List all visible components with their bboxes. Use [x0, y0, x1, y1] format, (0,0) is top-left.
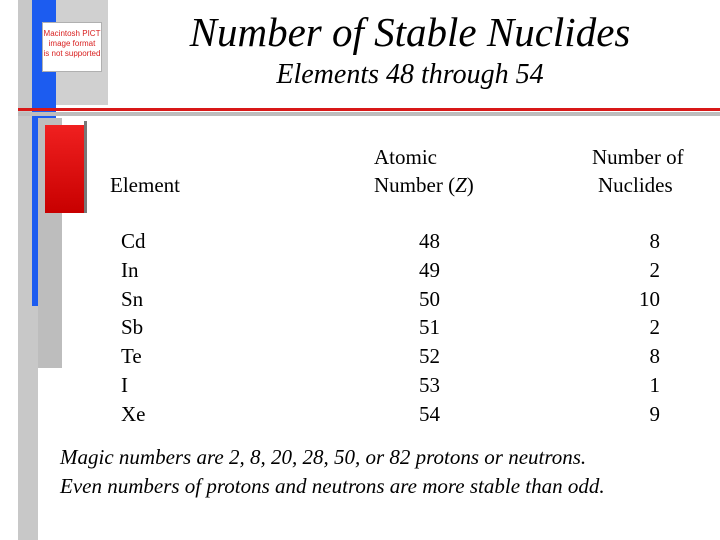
- header-nuclides-line2: Nuclides: [598, 173, 673, 197]
- slide-subtitle: Elements 48 through 54: [276, 59, 544, 90]
- nuclides-column: [600, 227, 660, 429]
- gray-divider-line: [18, 112, 720, 116]
- element-cell: Xe: [121, 401, 146, 426]
- pict-placeholder-image: [42, 22, 102, 72]
- element-cell: Te: [121, 344, 142, 369]
- red-divider-line: [18, 108, 720, 111]
- atomic-number-cell: 48: [419, 229, 440, 253]
- atomic-number-column: [380, 227, 440, 429]
- pict-text-line: is not supported: [43, 49, 101, 58]
- element-cell: In: [121, 257, 139, 282]
- header-atomic-suffix: ): [466, 173, 474, 197]
- header-atomic-line2: [374, 171, 474, 199]
- header-atomic-symbol: Z: [455, 173, 467, 197]
- atomic-number-cell: 53: [419, 372, 440, 397]
- header-atomic-line1: Atomic: [374, 145, 437, 169]
- dark-accent-line: [84, 121, 87, 213]
- header-atomic-prefix: Number (: [374, 173, 456, 197]
- nuclides-cell: 1: [649, 372, 660, 397]
- atomic-number-cell: 51: [419, 315, 440, 340]
- atomic-number-cell: 49: [419, 257, 440, 282]
- header-atomic-number: [374, 143, 474, 199]
- nuclides-cell: 8: [649, 344, 660, 369]
- nuclides-cell: 9: [649, 401, 660, 426]
- pict-text-line: Macintosh PICT: [43, 29, 101, 38]
- atomic-number-cell: 50: [419, 286, 440, 311]
- footnote-magic-numbers: Magic numbers are 2, 8, 20, 28, 50, or 82 protons or neutrons.: [60, 445, 587, 469]
- footnote-even-numbers: Even numbers of protons and neutrons are more stable than odd.: [60, 474, 605, 498]
- atomic-number-cell: 54: [419, 401, 440, 426]
- element-cell: Cd: [121, 229, 146, 253]
- element-cell: Sb: [121, 315, 144, 340]
- atomic-number-cell: 52: [419, 344, 440, 369]
- nuclides-cell: 2: [649, 257, 660, 282]
- element-cell: I: [121, 372, 128, 397]
- element-cell: Sn: [121, 286, 144, 311]
- pict-text-line: image format: [48, 39, 96, 48]
- slide-title: Number of Stable Nuclides: [189, 9, 631, 55]
- header-nuclides-line1: Number of: [592, 145, 684, 169]
- nuclides-cell: 8: [649, 229, 660, 253]
- footnote: [60, 443, 720, 501]
- element-column: [121, 227, 146, 429]
- header-number-of-nuclides: [592, 143, 684, 199]
- red-accent-block: [45, 125, 87, 213]
- header-element: Element: [110, 173, 180, 197]
- nuclides-cell: 2: [649, 315, 660, 340]
- nuclides-cell: 10: [639, 286, 660, 311]
